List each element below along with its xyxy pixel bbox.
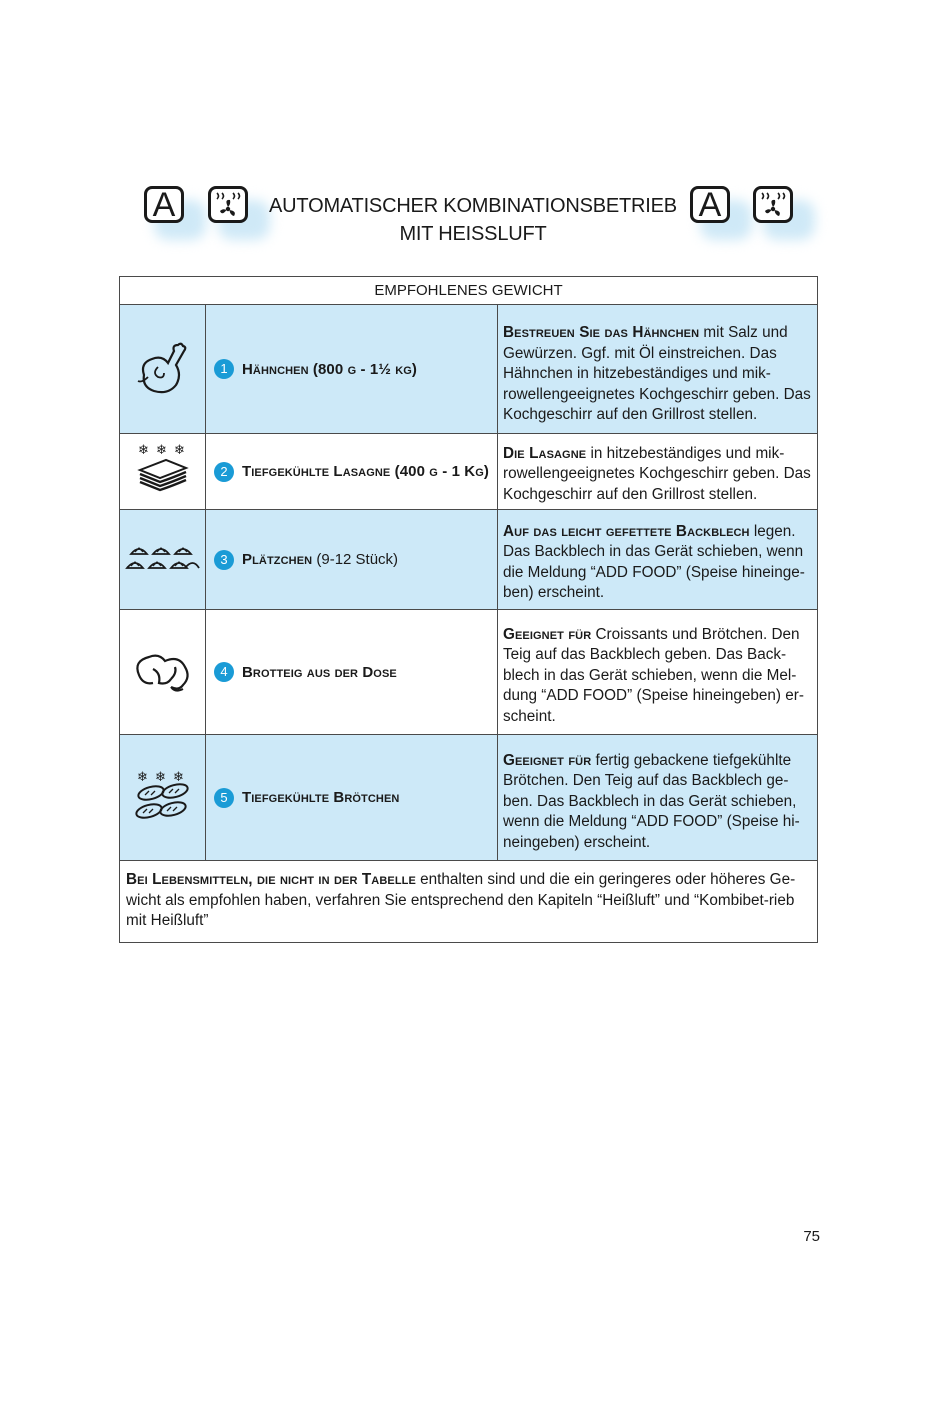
item-description — [498, 610, 818, 735]
page-title — [262, 192, 684, 248]
title-line-1: AUTOMATISCHER KOMBINATIONSBETRIEB — [269, 195, 677, 217]
svg-text:❄: ❄ — [172, 770, 184, 785]
desc-text: in hitzebeständiges und mik-rowellengeeignetes Kochgeschirr geben. Das Kochgeschirr auf den Grillrost stellen. — [503, 444, 811, 503]
auto-mode-a-icon — [144, 186, 188, 226]
svg-text:❄: ❄ — [137, 443, 149, 458]
svg-text:❄: ❄ — [136, 770, 148, 785]
table-row — [120, 434, 818, 510]
item-description — [498, 434, 818, 510]
desc-lead: Bestreuen Sie das Hähnchen — [503, 324, 700, 342]
recommended-weight-table — [119, 276, 818, 943]
footer-lead: Bei Lebensmitteln, die nicht in der Tabelle — [126, 871, 416, 888]
desc-lead: Geeignet für — [503, 751, 592, 769]
item-number-badge: 2 — [214, 462, 234, 482]
item-name: Brotteig aus der Dose — [242, 663, 397, 681]
item-number-badge: 5 — [214, 788, 234, 808]
desc-text: legen. Das Backblech in das Gerät schieben, wenn die Meldung “ADD FOOD” (Speise hineinge-ben) erscheint. — [503, 522, 805, 601]
cookies-icon — [120, 510, 206, 610]
desc-text: Croissants und Brötchen. Den Teig auf das Backblech geben. Das Back-blech in das Gerät schieben, wenn die Mel-dung “ADD FOOD” (Speise hineingeben) er-scheint. — [503, 625, 804, 725]
item-description — [498, 735, 818, 861]
table-footer-row — [120, 861, 818, 943]
desc-lead: Geeignet für — [503, 625, 592, 643]
item-name-cell — [206, 735, 498, 861]
footer-text: enthalten sind und die ein geringeres oder höheres Ge-wicht als empfohlen haben, verfahren Sie entsprechend den Kapiteln “Heißluft” und “Kombibet-rieb mit Heißluft” — [126, 871, 796, 929]
canned-dough-icon — [120, 610, 206, 735]
item-name-cell — [206, 434, 498, 510]
svg-text:❄: ❄ — [155, 443, 167, 458]
convection-fan-icon — [208, 186, 252, 226]
title-line-2: MIT HEISSLUFT — [399, 223, 547, 245]
table-header-row — [120, 277, 818, 305]
table-header: EMPFOHLENES GEWICHT — [120, 277, 818, 305]
convection-fan-icon — [753, 186, 797, 226]
auto-mode-letter: A — [698, 186, 722, 224]
item-description — [498, 305, 818, 434]
auto-mode-letter: A — [152, 186, 176, 224]
item-number-badge: 3 — [214, 550, 234, 570]
chicken-icon — [120, 305, 206, 434]
item-number-badge: 4 — [214, 662, 234, 682]
item-name: Hähnchen (800 g - 1½ kg) — [242, 360, 417, 378]
item-name: Tiefgekühlte Brötchen — [242, 789, 400, 806]
frozen-lasagne-icon — [120, 434, 206, 510]
table-row — [120, 510, 818, 610]
table-row — [120, 610, 818, 735]
item-description — [498, 510, 818, 610]
svg-text:❄: ❄ — [154, 770, 166, 785]
item-name: Plätzchen — [242, 551, 313, 568]
table-row — [120, 735, 818, 861]
item-name-cell — [206, 610, 498, 735]
table-footer-note — [120, 861, 818, 943]
item-name-extra: (9-12 Stück) — [312, 551, 399, 568]
frozen-rolls-icon — [120, 735, 206, 861]
desc-lead: Auf das leicht gefettete Backblech — [503, 522, 750, 540]
desc-text: fertig gebackene tiefgekühlte Brötchen. Den Teig auf das Backblech ge-ben. Das Backblech in das Gerät schieben, wenn die Meldung “ADD FOOD” (Speise hi-neingeben) erscheint. — [503, 751, 800, 851]
auto-mode-a-icon — [690, 186, 734, 226]
desc-lead: Die Lasagne — [503, 444, 587, 462]
svg-text:❄: ❄ — [173, 443, 185, 458]
page-number: 75 — [803, 1228, 820, 1245]
item-name-cell — [206, 510, 498, 610]
item-name: Tiefgekühlte Lasagne (400 g - 1 Kg) — [242, 463, 489, 480]
desc-text: mit Salz und Gewürzen. Ggf. mit Öl einstreichen. Das Hähnchen in hitzebeständiges und mik-rowellengeeignetes Kochgeschirr geben. Das Kochgeschirr auf den Grillrost stellen. — [503, 324, 811, 424]
item-name-cell — [206, 305, 498, 434]
item-number-badge: 1 — [214, 359, 234, 379]
table-row — [120, 305, 818, 434]
